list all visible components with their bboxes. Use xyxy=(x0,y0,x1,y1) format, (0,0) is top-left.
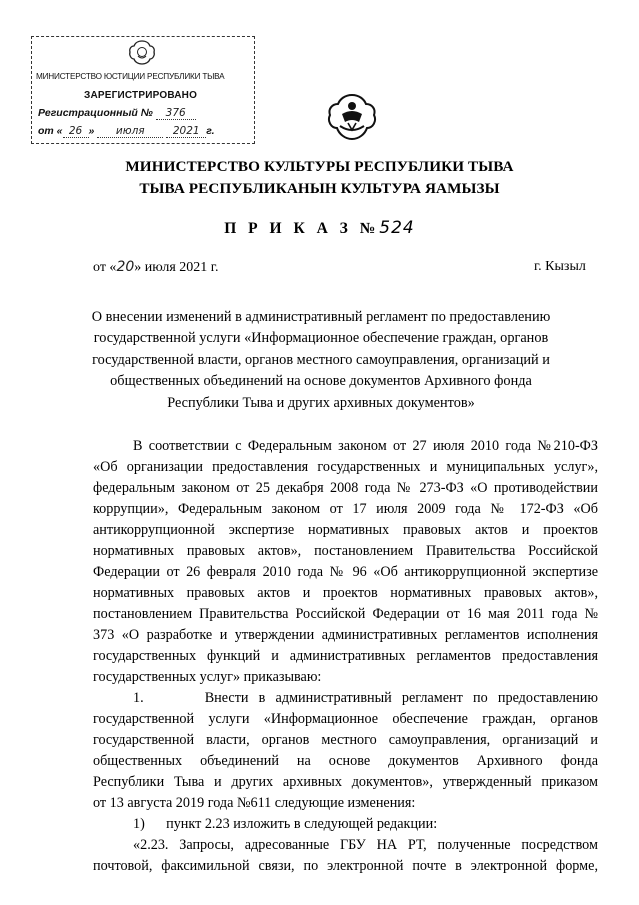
body-line: общественных объединений на основе документов Архивного фонда xyxy=(93,753,598,769)
body-line: почтовой, факсимильной связи, по электронной почте в электронной форме, xyxy=(93,858,598,874)
body-line: 373 «О разработке и утверждении административных регламентов исполнения xyxy=(93,627,598,643)
body-line: государственных функций и административных регламентов предоставления xyxy=(93,648,598,664)
stamp-date-suffix: г. xyxy=(206,125,215,137)
body-line: антикоррупционной экспертизе нормативных правовых актов и проектов xyxy=(93,522,598,538)
body-line: от 13 августа 2019 года №611 следующие изменения: xyxy=(93,795,416,811)
body-line: федеральным законом от 25 декабря 2008 года № 273-ФЗ «О противодействии xyxy=(93,480,598,496)
body-line: «Об организации предоставления государственных и муниципальных услуг», xyxy=(93,459,598,475)
order-date xyxy=(93,259,218,276)
tuva-coat-of-arms-icon xyxy=(326,92,378,142)
order-title-label: П Р И К А З № xyxy=(224,220,380,237)
stamp-registration-number xyxy=(38,107,196,120)
stamp-date-mid: » xyxy=(88,125,95,137)
ministry-name-ru: МИНИСТЕРСТВО КУЛЬТУРЫ РЕСПУБЛИКИ ТЫВА xyxy=(125,158,514,175)
body-line: коррупции», Федеральным законом от 17 июля 2009 года № 172-ФЗ «Об xyxy=(93,501,598,517)
body-line: «2.23. Запросы, адресованные ГБУ НА РТ, полученные посредством xyxy=(133,837,598,853)
stamp-date-from: от « xyxy=(38,125,63,137)
body-line: 1) пункт 2.23 изложить в следующей редакции: xyxy=(133,816,438,832)
body-line: нормативных правовых актов», постановлением Правительства Российской xyxy=(93,543,598,559)
order-date-day: 20 xyxy=(116,259,135,275)
body-line: 1. Внести в административный регламент по предоставлению xyxy=(133,690,598,706)
body-line: государственной услуги «Информационное обеспечение граждан, органов xyxy=(93,711,598,727)
body-line: постановлением Правительства Российской Федерации от 16 мая 2011 года № xyxy=(93,606,598,622)
stamp-reg-label: Регистрационный № xyxy=(38,107,153,119)
stamp-authority: МИНИСТЕРСТВО ЮСТИЦИИ РЕСПУБЛИКИ ТЫВА xyxy=(36,72,225,81)
registration-stamp xyxy=(31,36,255,144)
order-title xyxy=(0,218,639,238)
stamp-date-day: 26 xyxy=(63,125,89,138)
stamp-date-year: 2021 xyxy=(166,125,206,138)
ministry-name-tyv: ТЫВА РЕСПУБЛИКАНЫН КУЛЬТУРА ЯАМЫЗЫ xyxy=(139,180,500,197)
stamp-date-month: июля xyxy=(97,125,163,138)
order-subject: О внесении изменений в административный регламент по предоставлению государственной услуги «Информационное обеспечение граждан, органов государственной власти, органов местного самоуправления, организаций и общественных объединений на основе документов Архивного фонда Республики Тыва и других архивных документов» xyxy=(91,309,551,411)
stamp-reg-number: 376 xyxy=(156,107,196,120)
order-number: 524 xyxy=(379,218,415,238)
order-date-suffix: » июля 2021 г. xyxy=(134,260,219,275)
body-line: Федерации от 26 февраля 2010 года № 96 «Об антикоррупционной экспертизе xyxy=(93,564,598,580)
stamp-date xyxy=(38,125,215,138)
body-line: В соответствии с Федеральным законом от 27 июля 2010 года №210-ФЗ xyxy=(133,438,598,454)
body-line: Республики Тыва и других архивных документов», утвержденный приказом xyxy=(93,774,598,790)
body-line: нормативных правовых актов и проектов нормативных правовых актов», xyxy=(93,585,598,601)
order-city: г. Кызыл xyxy=(534,259,586,274)
tuva-emblem-small-icon xyxy=(128,39,156,65)
body-line: государственных услуг» приказываю: xyxy=(93,669,322,685)
body-line: государственной власти, органов местного самоуправления, организаций и xyxy=(93,732,598,748)
order-date-prefix: от « xyxy=(93,260,117,275)
stamp-registered-label: ЗАРЕГИСТРИРОВАНО xyxy=(84,90,198,101)
